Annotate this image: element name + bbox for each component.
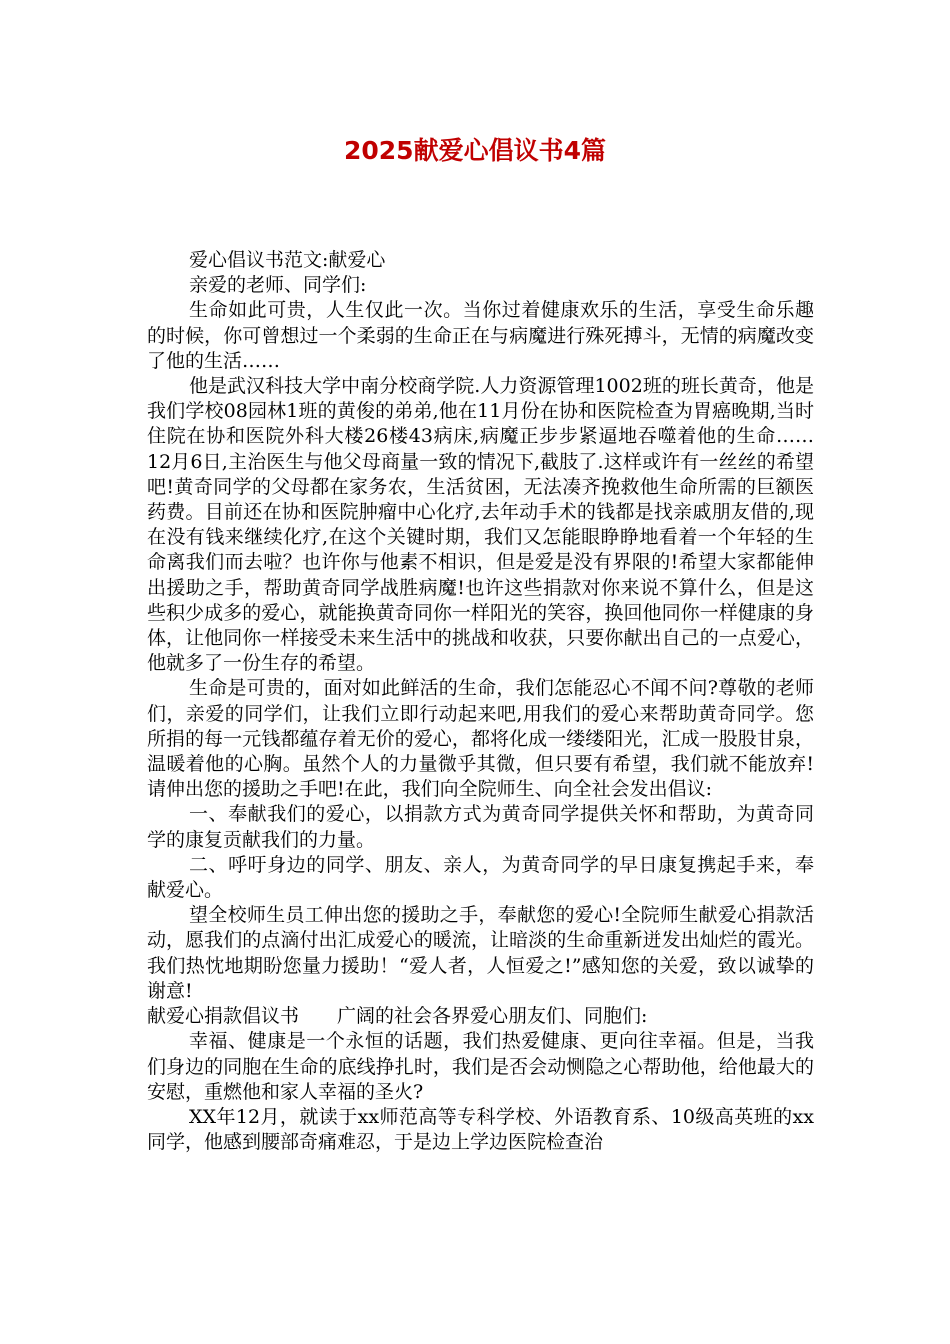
document-body — [147, 248, 814, 1155]
paragraph: 亲爱的老师、同学们: — [189, 274, 367, 297]
paragraph: 献爱心捐款倡议书 广阔的社会各界爱心朋友们、同胞们: — [147, 1005, 648, 1028]
paragraph: 幸福、健康是一个永恒的话题，我们热爱健康、更向往幸福。但是，当我们身边的同胞在生命的底线挣扎时，我们是否会动恻隐之心帮助他，给他最大的安慰，重燃他和家人幸福的圣火? — [147, 1030, 814, 1103]
paragraph: 二、呼吁身边的同学、朋友、亲人，为黄奇同学的早日康复携起手来，奉献爱心。 — [147, 853, 814, 902]
paragraph: 生命如此可贵，人生仅此一次。当你过着健康欢乐的生活，享受生命乐趣的时候，你可曾想过一个柔弱的生命正在与病魔进行殊死搏斗，无情的病魔改变了他的生活…… — [147, 299, 814, 372]
paragraph: 一、奉献我们的爱心，以捐款方式为黄奇同学提供关怀和帮助，为黄奇同学的康复贡献我们的力量。 — [147, 803, 814, 851]
paragraph: 望全校师生员工伸出您的援助之手，奉献您的爱心!全院师生献爱心捐款活动，愿我们的点滴付出汇成爱心的暖流，让暗淡的生命重新迸发出灿烂的霞光。我们热忱地期盼您量力援助！“爱人者，人恒爱之!”感知您的关爱，致以诚挚的谢意! — [147, 904, 814, 1002]
paragraph: XX年12月，就读于xx师范高等专科学校、外语教育系、10级高英班的xx同学，他感到腰部奇痛难忍，于是边上学边医院检查治 — [147, 1105, 814, 1154]
paragraph: 生命是可贵的，面对如此鲜活的生命，我们怎能忍心不闻不问?尊敬的老师们，亲爱的同学们，让我们立即行动起来吧,用我们的爱心来帮助黄奇同学。您所捐的每一元钱都蕴存着无价的爱心，都将化成一缕缕阳光，汇成一股股甘泉，温暖着他的心胸。虽然个人的力量微乎其微，但只要有希望，我们就不能放弃!请伸出您的援助之手吧!在此，我们向全院师生、向全社会发出倡议: — [147, 677, 814, 801]
paragraph: 他是武汉科技大学中南分校商学院.人力资源管理1002班的班长黄奇，他是我们学校08园林1班的黄俊的弟弟,他在11月份在协和医院检查为胃癌晚期,当时住院在协和医院外科大楼26楼43病床,病魔正步步紧逼地吞噬着他的生命……12月6日,主治医生与他父母商量一致的情况下,截肢了.这样或许有一丝丝的希望吧!黄奇同学的父母都在家务农，生活贫困，无法凑齐挽救他生命所需的巨额医药费。目前还在协和医院肿瘤中心化疗,去年动手术的钱都是找亲戚朋友借的,现在没有钱来继续化疗,在这个关键时期，我们又怎能眼睁睁地看着一个年轻的生命离我们而去啦？也许你与他素不相识，但是爱是没有界限的!希望大家都能伸出援助之手，帮助黄奇同学战胜病魔!也许这些捐款对你来说不算什么，但是这些积少成多的爱心，就能换黄奇同你一样阳光的笑容，换回他同你一样健康的身体，让他同你一样接受未来生活中的挑战和收获，只要你献出自己的一点爱心，他就多了一份生存的希望。 — [147, 375, 814, 675]
document-title: 2025献爱心倡议书4篇 — [344, 136, 606, 165]
paragraph: 爱心倡议书范文:献爱心 — [189, 249, 386, 271]
